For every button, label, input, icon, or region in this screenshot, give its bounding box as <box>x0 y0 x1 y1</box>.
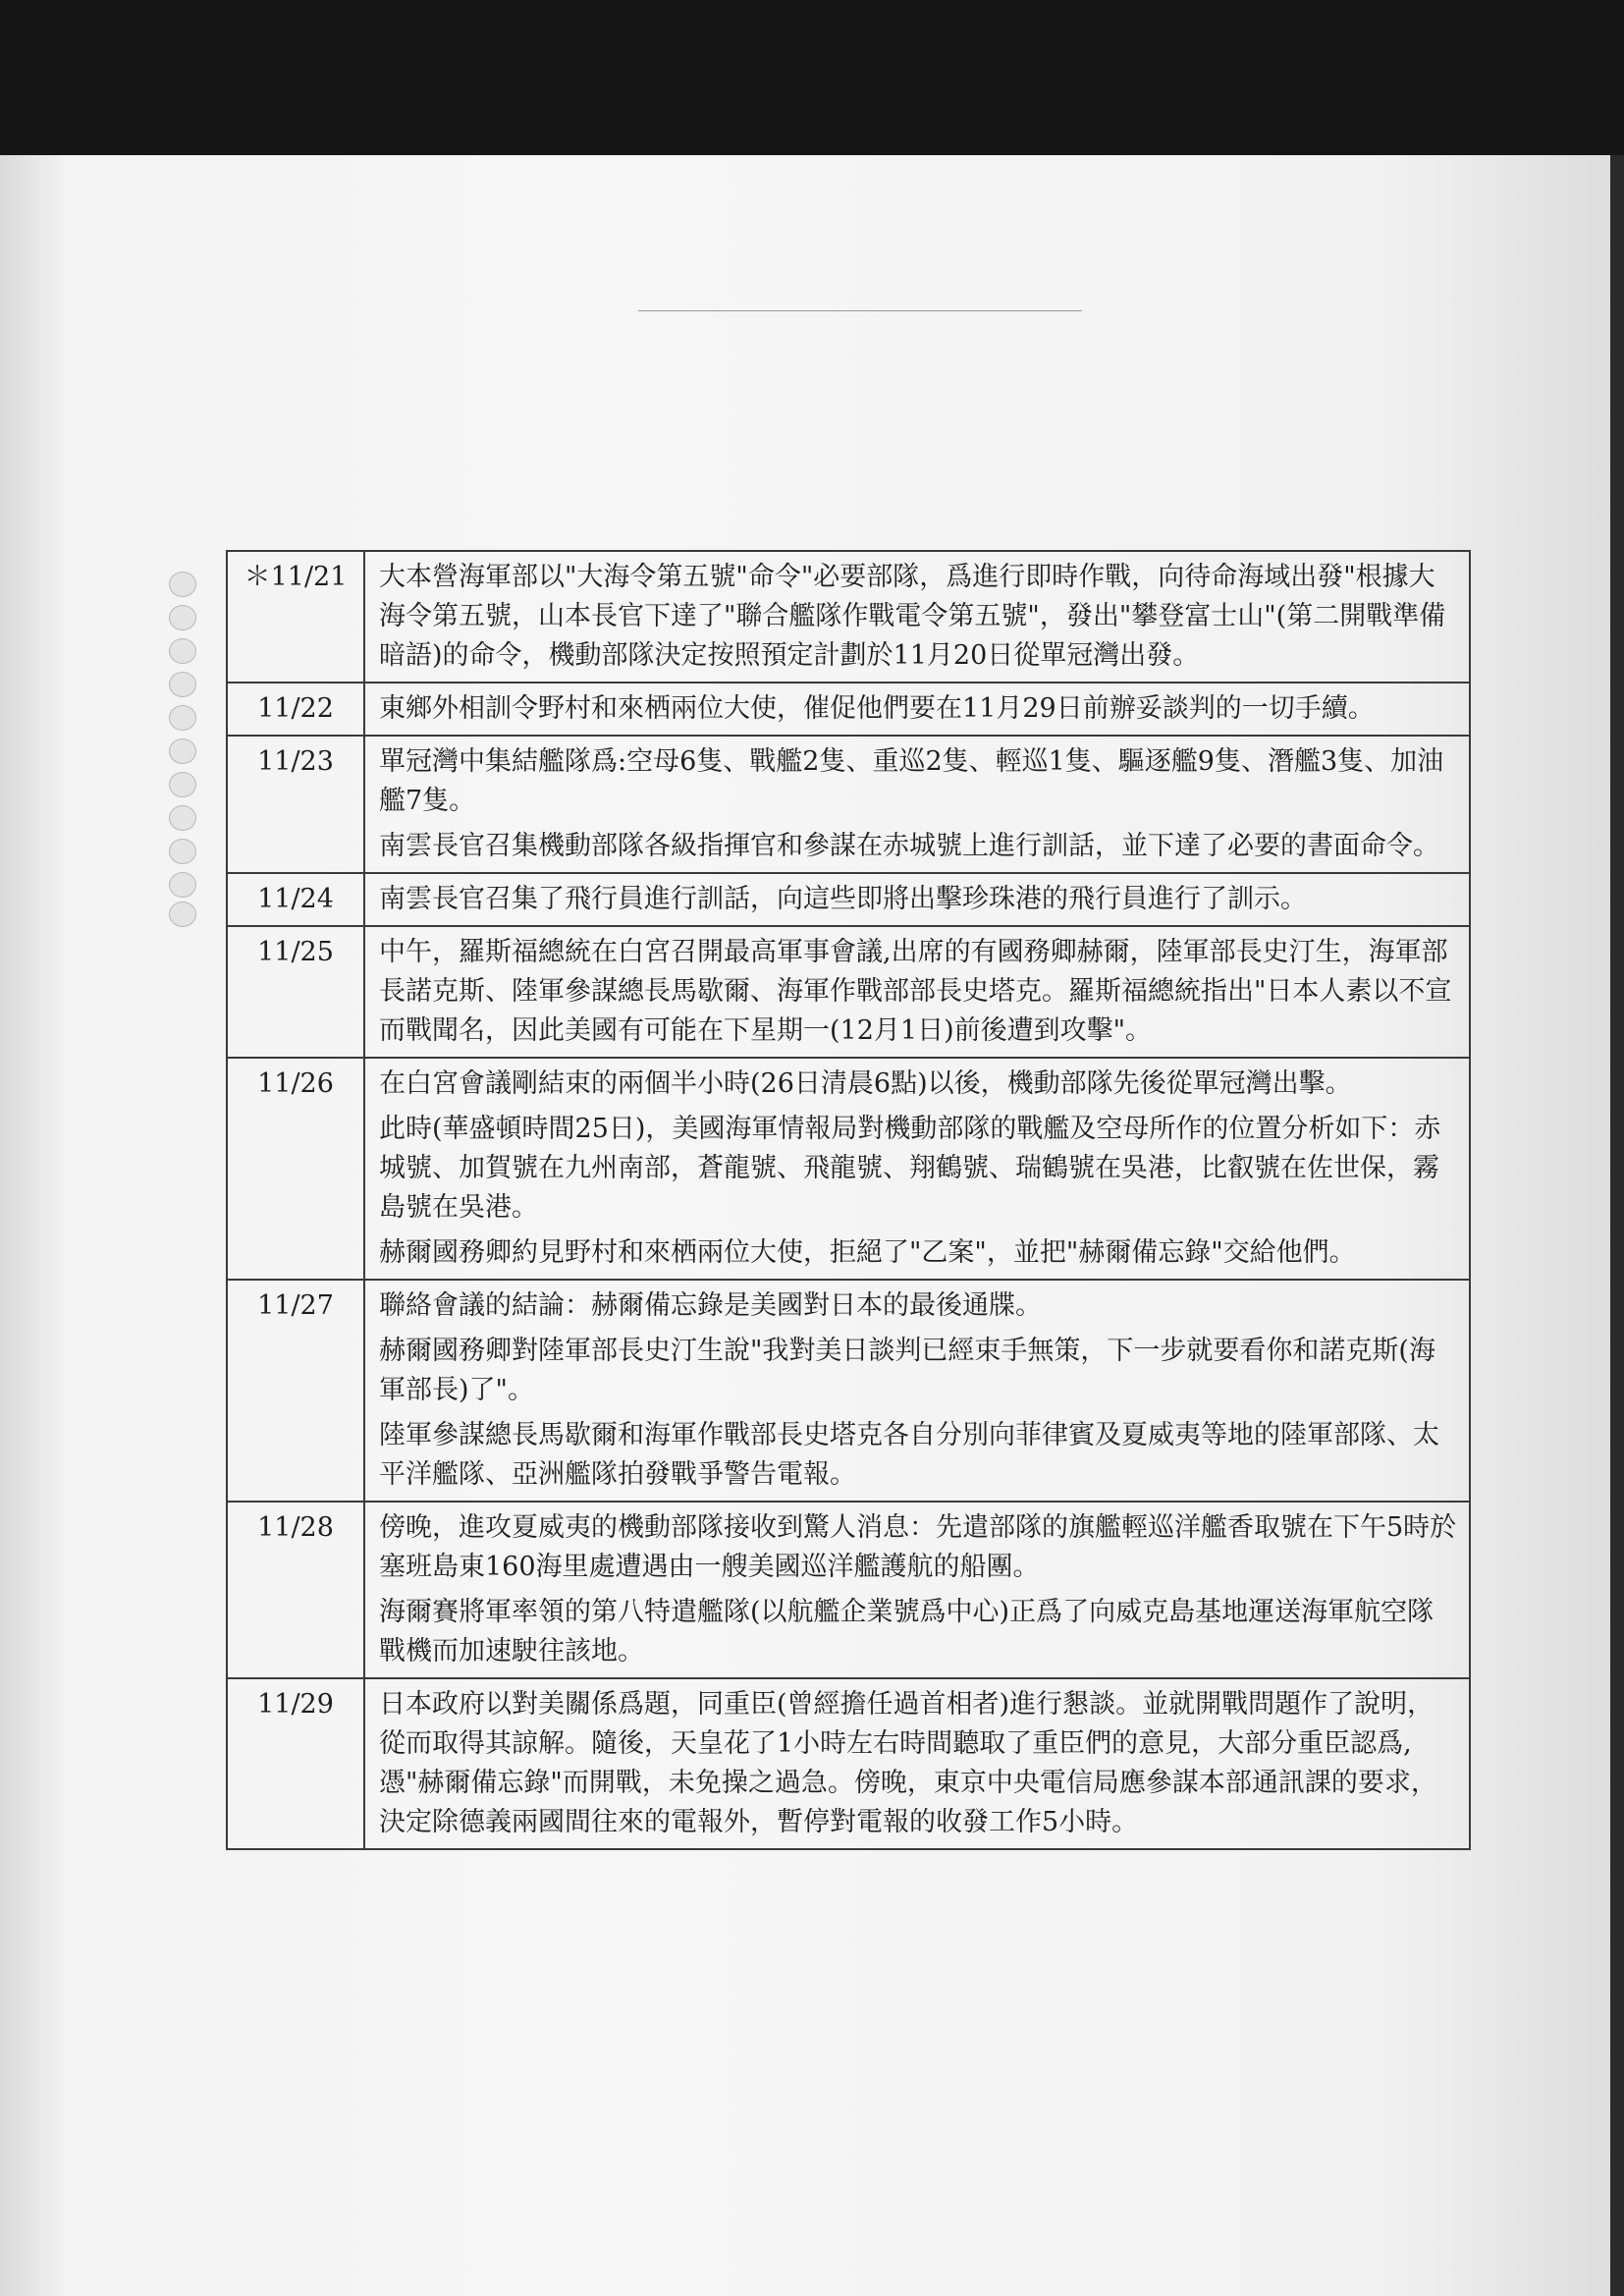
header-rule <box>638 310 1082 311</box>
entry-paragraph: 南雲長官召集了飛行員進行訓話，向這些即將出擊珍珠港的飛行員進行了訓示。 <box>379 884 1307 914</box>
table-row <box>227 1502 1470 1678</box>
entry-description <box>364 683 1470 736</box>
entry-date: 11/29 <box>227 1678 364 1849</box>
table-row <box>227 1280 1470 1502</box>
binding-hole <box>169 605 196 630</box>
binding-hole <box>169 638 196 664</box>
table-row <box>227 1678 1470 1849</box>
binding-hole <box>169 872 196 898</box>
table-row <box>227 736 1470 873</box>
entry-description <box>364 1058 1470 1280</box>
table-row <box>227 683 1470 736</box>
entry-description <box>364 1280 1470 1502</box>
entry-paragraph: 南雲長官召集機動部隊各級指揮官和參謀在赤城號上進行訓話，並下達了必要的書面命令。 <box>379 831 1439 861</box>
table-row <box>227 873 1470 926</box>
chronology-table <box>226 550 1471 1850</box>
binding-hole <box>169 839 196 864</box>
binding-hole <box>169 705 196 731</box>
binding-holes <box>169 572 196 925</box>
entry-paragraph: 傍晚，進攻夏威夷的機動部隊接收到驚人消息：先遣部隊的旗艦輕巡洋艦香取號在下午5時於塞班島東160海里處遭遇由一艘美國巡洋艦護航的船團。 <box>379 1512 1457 1582</box>
entry-date: 11/27 <box>227 1280 364 1502</box>
entry-paragraph: 此時(華盛頓時間25日)，美國海軍情報局對機動部隊的戰艦及空母所作的位置分析如下：赤城號、加賀號在九州南部，蒼龍號、飛龍號、翔鶴號、瑞鶴號在吳港，比叡號在佐世保，霧島號在吳港。 <box>379 1114 1441 1223</box>
entry-description <box>364 926 1470 1058</box>
entry-paragraph: 大本營海軍部以"大海令第五號"命令"必要部隊，爲進行即時作戰，向待命海域出發"根據大海令第五號，山本長官下達了"聯合艦隊作戰電令第五號"，發出"攀登富士山"(第二開戰準備暗語)的命令，機動部隊決定按照預定計劃於11月20日從單冠灣出發。 <box>379 562 1446 671</box>
entry-paragraph: 中午，羅斯福總統在白宮召開最高軍事會議,出席的有國務卿赫爾，陸軍部長史汀生，海軍部長諾克斯、陸軍參謀總長馬歇爾、海軍作戰部部長史塔克。羅斯福總統指出"日本人素以不宣而戰聞名，因此美國有可能在下星期一(12月1日)前後遭到攻擊"。 <box>379 937 1452 1046</box>
scan-top-border <box>0 0 1624 155</box>
table-row <box>227 926 1470 1058</box>
entry-description <box>364 1678 1470 1849</box>
scan-right-edge <box>1610 155 1624 2296</box>
binding-hole <box>169 772 196 797</box>
entry-paragraph: 陸軍參謀總長馬歇爾和海軍作戰部長史塔克各自分別向菲律賓及夏威夷等地的陸軍部隊、太平洋艦隊、亞洲艦隊拍發戰爭警告電報。 <box>379 1420 1439 1490</box>
entry-paragraph: 在白宮會議剛結束的兩個半小時(26日清晨6點)以後，機動部隊先後從單冠灣出擊。 <box>379 1068 1352 1099</box>
entry-description <box>364 736 1470 873</box>
binding-hole <box>169 902 196 927</box>
entry-description <box>364 1502 1470 1678</box>
table-row <box>227 1058 1470 1280</box>
entry-description <box>364 873 1470 926</box>
binding-hole <box>169 672 196 697</box>
entry-paragraph: 赫爾國務卿對陸軍部長史汀生說"我對美日談判已經束手無策，下一步就要看你和諾克斯(海軍部長)了"。 <box>379 1336 1435 1405</box>
binding-hole <box>169 738 196 764</box>
binding-hole <box>169 572 196 597</box>
entry-date: 11/24 <box>227 873 364 926</box>
entry-paragraph: 日本政府以對美關係爲題，同重臣(曾經擔任過首相者)進行懇談。並就開戰問題作了說明，從而取得其諒解。隨後，天皇花了1小時左右時間聽取了重臣們的意見，大部分重臣認爲,憑"赫爾備忘錄"而開戰，未免操之過急。傍晚，東京中央電信局應參謀本部通訊課的要求，決定除德義兩國間往來的電報外，暫停對電報的收發工作5小時。 <box>379 1689 1437 1837</box>
entry-paragraph: 聯絡會議的結論：赫爾備忘錄是美國對日本的最後通牒。 <box>379 1290 1042 1321</box>
entry-date: 11/22 <box>227 683 364 736</box>
entry-date: 11/26 <box>227 1058 364 1280</box>
table-row <box>227 551 1470 683</box>
entry-date: 11/23 <box>227 736 364 873</box>
entry-paragraph: 東鄉外相訓令野村和來栖兩位大使，催促他們要在11月29日前辦妥談判的一切手續。 <box>379 693 1375 724</box>
entry-paragraph: 海爾賽將軍率領的第八特遣艦隊(以航艦企業號爲中心)正爲了向威克島基地運送海軍航空隊戰機而加速駛往該地。 <box>379 1597 1435 1667</box>
entry-paragraph: 赫爾國務卿約見野村和來栖兩位大使，拒絕了"乙案"，並把"赫爾備忘錄"交給他們。 <box>379 1237 1356 1268</box>
binding-hole <box>169 805 196 831</box>
entry-description <box>364 551 1470 683</box>
entry-date: 11/28 <box>227 1502 364 1678</box>
entry-date: ＊11/21 <box>227 551 364 683</box>
entry-date: 11/25 <box>227 926 364 1058</box>
entry-paragraph: 單冠灣中集結艦隊爲:空母6隻、戰艦2隻、重巡2隻、輕巡1隻、驅逐艦9隻、潛艦3隻、加油艦7隻。 <box>379 746 1444 816</box>
